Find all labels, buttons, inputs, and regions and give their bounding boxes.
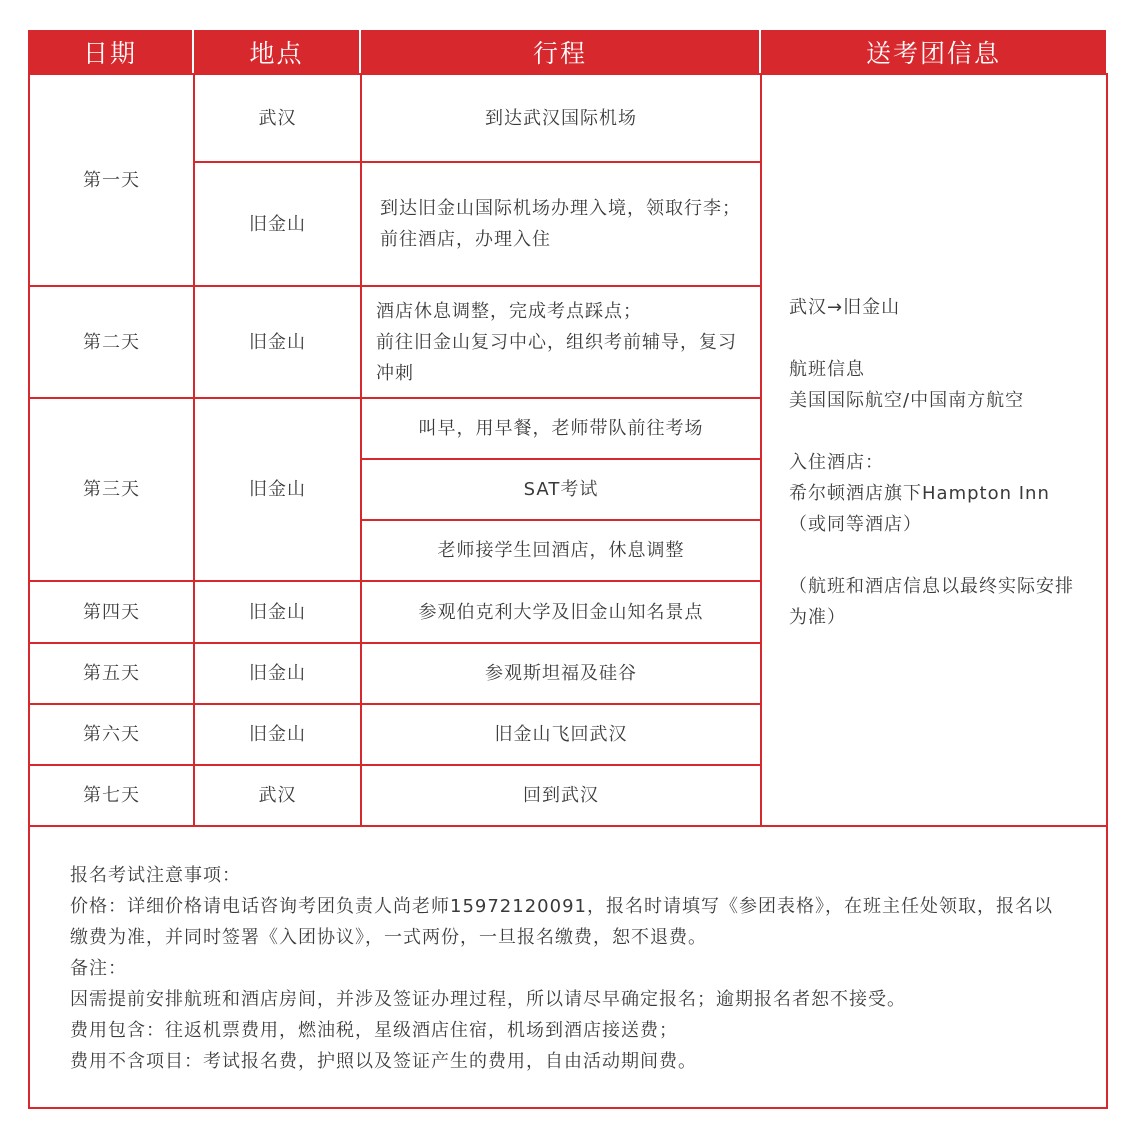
itinerary-cell: 到达武汉国际机场 <box>360 73 762 163</box>
info-note-group <box>789 571 1086 633</box>
itinerary-lines <box>376 296 748 389</box>
header-date: 日期 <box>28 30 192 73</box>
place-cell: 旧金山 <box>193 285 362 399</box>
flight-text: 美国国际航空/中国南方航空 <box>789 390 1025 411</box>
place-cell: 武汉 <box>193 764 362 827</box>
info-note-text: （航班和酒店信息以最终实际安排为准） <box>789 576 1074 628</box>
notes-section <box>28 825 1108 1109</box>
place-cell: 旧金山 <box>193 161 362 287</box>
hotel-text: 希尔顿酒店旗下Hampton Inn <box>789 483 1050 504</box>
header-itinerary: 行程 <box>361 30 759 73</box>
place-cell: 旧金山 <box>193 703 362 766</box>
place-cell: 旧金山 <box>193 397 362 582</box>
header-place: 地点 <box>194 30 359 73</box>
day-label: 第一天 <box>28 73 195 287</box>
itinerary-cell: SAT考试 <box>360 458 762 521</box>
itinerary-lines <box>380 193 741 255</box>
day-label: 第七天 <box>28 764 195 827</box>
itinerary-cell: 参观斯坦福及硅谷 <box>360 642 762 705</box>
itinerary-cell <box>360 285 762 399</box>
header-group-info: 送考团信息 <box>761 30 1106 73</box>
itinerary-cell <box>360 161 762 287</box>
itinerary-line: 前往酒店，办理入住 <box>380 229 551 250</box>
flight-group <box>789 354 1086 416</box>
day-label: 第六天 <box>28 703 195 766</box>
notes-remark-title: 备注： <box>70 958 127 979</box>
notes-remark: 因需提前安排航班和酒店房间，并涉及签证办理过程，所以请尽早确定报名；逾期报名者恕不接受。 <box>70 989 906 1010</box>
place-cell: 旧金山 <box>193 642 362 705</box>
itinerary-cell: 叫早，用早餐，老师带队前往考场 <box>360 397 762 460</box>
group-info-cell <box>760 73 1108 827</box>
group-info-content <box>789 292 1086 633</box>
notes-lines <box>70 860 1066 1077</box>
notes-title: 报名考试注意事项： <box>70 865 241 886</box>
itinerary-cell: 回到武汉 <box>360 764 762 827</box>
hotel-group <box>789 447 1086 540</box>
flight-label: 航班信息 <box>789 359 865 380</box>
day-label: 第三天 <box>28 397 195 582</box>
hotel-label: 入住酒店： <box>789 452 884 473</box>
notes-excluded: 费用不含项目：考试报名费，护照以及签证产生的费用，自由活动期间费。 <box>70 1051 697 1072</box>
hotel-alt-text: （或同等酒店） <box>789 514 922 535</box>
itinerary-cell: 参观伯克利大学及旧金山知名景点 <box>360 580 762 644</box>
place-cell: 旧金山 <box>193 580 362 644</box>
place-cell: 武汉 <box>193 73 362 163</box>
itinerary-line: 酒店休息调整，完成考点踩点； <box>376 300 642 322</box>
day-label: 第四天 <box>28 580 195 644</box>
itinerary-line: 到达旧金山国际机场办理入境，领取行李； <box>380 198 741 219</box>
day-label: 第五天 <box>28 642 195 705</box>
notes-price: 价格：详细价格请电话咨询考团负责人尚老师15972120091，报名时请填写《参团表格》，在班主任处领取，报名以缴费为准，并同时签署《入团协议》，一式两份，一旦报名缴费，恕不退费。 <box>70 896 1053 948</box>
itinerary-cell: 老师接学生回酒店，休息调整 <box>360 519 762 582</box>
itinerary-cell: 旧金山飞回武汉 <box>360 703 762 766</box>
notes-included: 费用包含：往返机票费用，燃油税，星级酒店住宿，机场到酒店接送费； <box>70 1020 678 1041</box>
route-group <box>789 292 1086 323</box>
route-text: 武汉→旧金山 <box>789 297 901 318</box>
day-label: 第二天 <box>28 285 195 399</box>
itinerary-line: 前往旧金山复习中心，组织考前辅导，复习冲刺 <box>376 331 737 384</box>
